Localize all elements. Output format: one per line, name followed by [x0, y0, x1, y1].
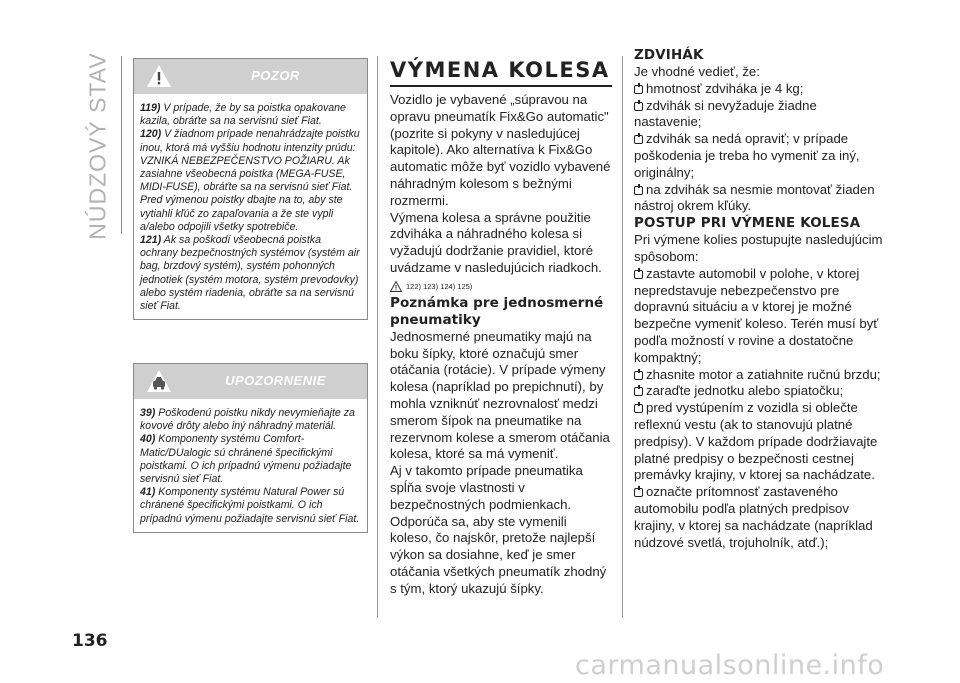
pozor-item: 121) Ak sa poškodí všeobecná poistka ochrany bezpečnostných systémov (systém air bag, brzdový systém), systém pohonných jednotiek (systém motora, systém prevodovky) alebo systém riadenia, obráťte sa na servisnú sieť Fiat. — [140, 234, 360, 313]
reference-numbers: 122) 123) 124) 125) — [406, 281, 473, 291]
paragraph: Pri výmene kolies postupujte nasledujúcim spôsobom: — [634, 232, 883, 264]
warning-references — [390, 281, 612, 292]
list-item: hmotnosť zdviháka je 4 kg; — [634, 81, 884, 98]
pozor-item: 119) V prípade, že by sa poistka opakovane kazila, obráťte sa na servisnú sieť Fiat. — [140, 102, 346, 128]
paragraph: Výmena kolesa a správne použitie zdviháka a náhradného kolesa si vyžadujú dodržanie pravidiel, ktoré uvádzame v nasledujúcich riadkoch. — [390, 209, 602, 275]
pozor-body — [134, 94, 367, 319]
side-title-text: NÚDZOVÝ STAV — [84, 52, 111, 240]
list-item: pred vystúpením z vozidla si oblečte reflexnú vestu (ak to stanovujú platné predpisy). V každom prípade dodržiavajte platné predpisy o bezpečnosti cestnej premávky krajiny, v ktorej sa nachádzate. — [634, 400, 878, 483]
paragraph: Vozidlo je vybavené „súpravou na opravu pneumatík Fix&Go automatic" (pozrite si pokyny v nasledujúcej kapitole). Ako alternatíva k Fix&Go automatic môže byť vozidlo vybavené náhradným kolesom s bežnými rozmermi. — [390, 92, 611, 208]
list-item: zhasnite motor a zatiahnite ručnú brzdu; — [634, 367, 884, 384]
side-divider — [121, 56, 122, 234]
list-item: zaraďte jednotku alebo spiatočku; — [634, 383, 884, 400]
pozor-warning-box — [133, 58, 368, 320]
list-item: na zdvihák sa nesmie montovať žiaden nástroj okrem kľúky. — [634, 181, 875, 214]
bullet-icon — [634, 135, 643, 144]
bullet-icon — [634, 371, 643, 380]
paragraph: Aj v takomto prípade pneumatika spĺňa svoje vlastnosti v bezpečnostných podmienkach. — [390, 463, 583, 512]
watermark: carmanualsonline.info — [575, 650, 885, 681]
jack-column — [634, 47, 884, 551]
upozornenie-header — [134, 364, 367, 399]
pozor-item: 120) V žiadnom prípade nenahrádzajte poistku inou, ktorá má vyššiu hodnotu intenzity prúdu: VZNIKÁ NEBEZPEČENSTVO POŽIARU. Ak zasiahne všeobecná poistka (MEGA-FUSE, MIDI-FUSE), obráťte sa na servisnú sieť Fiat. Pred výmenou poistky dbajte na to, aby ste vytiahli kľúč zo zapaľovania a že ste vypli a/alebo odpojili všetky spotrebiče. — [140, 128, 360, 233]
section-side-title — [78, 52, 118, 240]
column-divider — [377, 56, 378, 618]
upozornenie-heading: UPOZORNENIE — [225, 373, 326, 388]
paragraph: Odporúča sa, aby ste vymenili koleso, čo najskôr, pretože najlepší výkon sa dosiahne, keď je smer otáčania všetkých pneumatík zhodný s tým, ktorý ukazujú šípky. — [390, 513, 607, 596]
bullet-icon — [634, 488, 643, 497]
jack-heading: ZDVIHÁK — [634, 48, 704, 63]
pozor-heading: POZOR — [251, 68, 300, 83]
paragraph: Je vhodné vedieť, že: — [634, 64, 760, 79]
bullet-icon — [634, 85, 643, 94]
page-number: 136 — [72, 631, 108, 651]
column-divider — [622, 56, 623, 618]
paragraph: Jednosmerné pneumatiky majú na boku šípky, ktoré označujú smer otáčania (rotácie). V prípade výmeny kolesa (napríklad po prepichnutí), by mohla vzniknúť nezrovnalosť medzi smerom šípok na pneumatike na rezervnom kolese a smerom otáčania kolesa, ktoré sa má vymeniť. — [390, 328, 610, 462]
car-notice-icon — [146, 369, 172, 393]
bullet-icon — [634, 270, 643, 279]
upozornenie-body — [134, 399, 367, 532]
list-item: zdvihák si nevyžaduje žiadne nastavenie; — [634, 97, 817, 130]
subsection-title: Poznámka pre jednosmerné pneumatiky — [390, 294, 604, 328]
upozornenie-item: 40) Komponenty systému Comfort-Matic/DUalogic sú chránené špecifickými poistkami. O ich prípadnú výmenu požiadajte servisnú sieť Fiat. — [140, 433, 352, 486]
list-item: zastavte automobil v polohe, v ktorej nepredstavuje nebezpečenstvo pre dopravnú situáciu a v ktorej je možné bezpečne vymeniť koleso. Terén musí byť podľa možností v rovine a dostatočne kompaktný; — [634, 265, 879, 365]
procedure-heading: POSTUP PRI VÝMENE KOLESA — [634, 216, 861, 232]
bullet-icon — [634, 102, 643, 111]
bullet-icon — [634, 387, 643, 396]
warning-triangle-icon — [146, 64, 172, 88]
pozor-header — [134, 59, 367, 94]
section-title: VÝMENA KOLESA — [390, 58, 612, 87]
list-item: označte prítomnosť zastaveného automobilu podľa platných predpisov krajiny, v ktorej sa nachádzate (napríklad núdzové svetlá, trojuholník, atď.); — [634, 484, 873, 550]
upozornenie-item: 39) Poškodenú poistku nikdy nevymieňajte za kovové drôty alebo iný náhradný materiál. — [140, 407, 355, 433]
upozornenie-notice-box — [133, 363, 368, 533]
warning-triangle-icon — [390, 281, 402, 292]
list-item: zdvihák sa nedá opraviť; v prípade poškodenia je treba ho vymeniť za iný, originálny; — [634, 131, 860, 180]
upozornenie-item: 41) Komponenty systému Natural Power sú chránené špecifickými poistkami. O ich prípadnú výmenu požiadajte servisnú sieť Fiat. — [140, 486, 360, 525]
bullet-icon — [634, 186, 643, 195]
wheel-change-column — [390, 58, 612, 598]
bullet-icon — [634, 404, 643, 413]
